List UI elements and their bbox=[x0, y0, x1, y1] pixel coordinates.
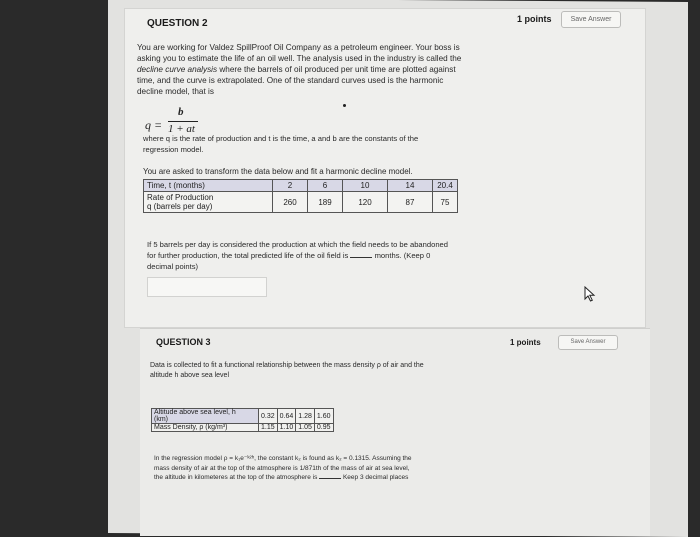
altitude-value: 1.28 bbox=[296, 409, 315, 424]
production-table bbox=[143, 179, 458, 213]
question-3-body bbox=[154, 454, 594, 483]
answer-blank bbox=[350, 257, 372, 258]
altitude-label-line-1: Altitude above sea level, h bbox=[154, 409, 236, 416]
rate-value: 189 bbox=[308, 192, 343, 213]
question-3-points: 1 points bbox=[510, 338, 541, 347]
intro-line-1: You are working for Valdez SpillProof Oil Company as a petroleum engineer. Your boss is bbox=[137, 43, 460, 52]
time-value: 14 bbox=[388, 180, 433, 192]
followup-line-2 bbox=[147, 250, 637, 261]
formula-numerator: b bbox=[178, 106, 184, 118]
rate-value: 120 bbox=[343, 192, 388, 213]
q3-text-line-3 bbox=[154, 473, 594, 483]
table-row-density bbox=[152, 424, 334, 432]
q3-text-line-2: mass density of air at the top of the atmosphere is 1/871th of the mass of air at sea level, bbox=[154, 464, 410, 472]
time-value: 2 bbox=[273, 180, 308, 192]
density-value: 1.10 bbox=[277, 424, 296, 432]
altitude-value: 1.60 bbox=[314, 409, 333, 424]
formula-lhs: q = bbox=[145, 118, 163, 132]
question-3-panel bbox=[140, 328, 650, 536]
time-label: Time, t (months) bbox=[144, 180, 273, 192]
density-value: 1.15 bbox=[259, 424, 278, 432]
question-2-followup bbox=[147, 239, 637, 272]
table-row-time bbox=[144, 180, 458, 192]
time-value: 6 bbox=[308, 180, 343, 192]
rate-value: 87 bbox=[388, 192, 433, 213]
intro-line-2: asking you to estimate the life of an oil well. The analysis used in the industry is called the bbox=[137, 54, 462, 63]
intro-line-3-rest: where the barrels of oil produced per unit time are plotted against bbox=[217, 65, 456, 74]
where-line-1: where q is the rate of production and t is the time, a and b are the constants of the bbox=[143, 134, 419, 143]
table-row-rate bbox=[144, 192, 458, 213]
altitude-label bbox=[152, 409, 259, 424]
question-2-intro bbox=[137, 42, 637, 97]
intro-italic-term: decline curve analysis bbox=[137, 65, 218, 74]
altitude-value: 0.64 bbox=[277, 409, 296, 424]
question-2-points: 1 points bbox=[517, 14, 552, 24]
intro-line-5: decline model, that is bbox=[137, 87, 214, 96]
question-3-title: QUESTION 3 bbox=[156, 337, 211, 347]
q3-intro-line-1: Data is collected to fit a functional relationship between the mass density ρ of air and the bbox=[150, 362, 424, 369]
mouse-pointer-icon bbox=[584, 286, 596, 302]
question-3-save-button[interactable]: Save Answer bbox=[558, 335, 618, 350]
rate-label-line-1: Rate of Production bbox=[147, 193, 214, 202]
density-table bbox=[151, 408, 334, 432]
altitude-label-line-2: (km) bbox=[154, 416, 168, 423]
followup-line-2-end: months. (Keep 0 bbox=[374, 251, 431, 260]
where-line-2: regression model. bbox=[143, 145, 204, 154]
rate-value: 75 bbox=[433, 192, 458, 213]
q3-text-line-3-end: Keep 3 decimal places bbox=[342, 474, 409, 481]
formula-fraction-bar bbox=[168, 121, 198, 122]
followup-line-2-start: for further production, the total predicted life of the oil field is bbox=[147, 251, 349, 260]
altitude-value: 0.32 bbox=[259, 409, 278, 424]
density-value: 1.05 bbox=[296, 424, 315, 432]
where-text bbox=[143, 133, 623, 155]
rate-label-line-2: q (barrels per day) bbox=[147, 202, 213, 211]
intro-line-3 bbox=[137, 64, 637, 75]
question-3-intro bbox=[150, 361, 590, 381]
density-value: 0.95 bbox=[314, 424, 333, 432]
formula-denominator: 1 + at bbox=[168, 123, 195, 135]
density-label: Mass Density, ρ (kg/m³) bbox=[152, 424, 259, 432]
question-2-title: QUESTION 2 bbox=[147, 18, 208, 29]
q3-answer-blank bbox=[319, 478, 341, 479]
table-row-altitude bbox=[152, 409, 334, 424]
time-value: 10 bbox=[343, 180, 388, 192]
followup-line-1: If 5 barrels per day is considered the production at which the field needs to be abandoned bbox=[147, 240, 448, 249]
time-value: 20.4 bbox=[433, 180, 458, 192]
rate-value: 260 bbox=[273, 192, 308, 213]
intro-line-4: time, and the curve is extrapolated. One of the standard curves used is the harmonic bbox=[137, 76, 444, 85]
stray-dot bbox=[343, 104, 346, 107]
question-2-save-button[interactable]: Save Answer bbox=[561, 11, 621, 28]
rate-label bbox=[144, 192, 273, 213]
q3-intro-line-2: altitude h above sea level bbox=[150, 372, 229, 379]
question-2-answer-input[interactable] bbox=[147, 277, 267, 297]
followup-line-3: decimal points) bbox=[147, 262, 199, 271]
task-line: You are asked to transform the data below and fit a harmonic decline model. bbox=[143, 167, 413, 176]
question-2-panel bbox=[124, 8, 646, 328]
q3-text-line-3-start: the altitude in kilometeres at the top of the atmosphere is bbox=[154, 474, 318, 481]
q3-text-line-1: In the regression model ρ = k₁e⁻ᵏ²ʰ, the constant k₂ is found as k₂ = 0.1315. Assuming the bbox=[154, 455, 412, 462]
